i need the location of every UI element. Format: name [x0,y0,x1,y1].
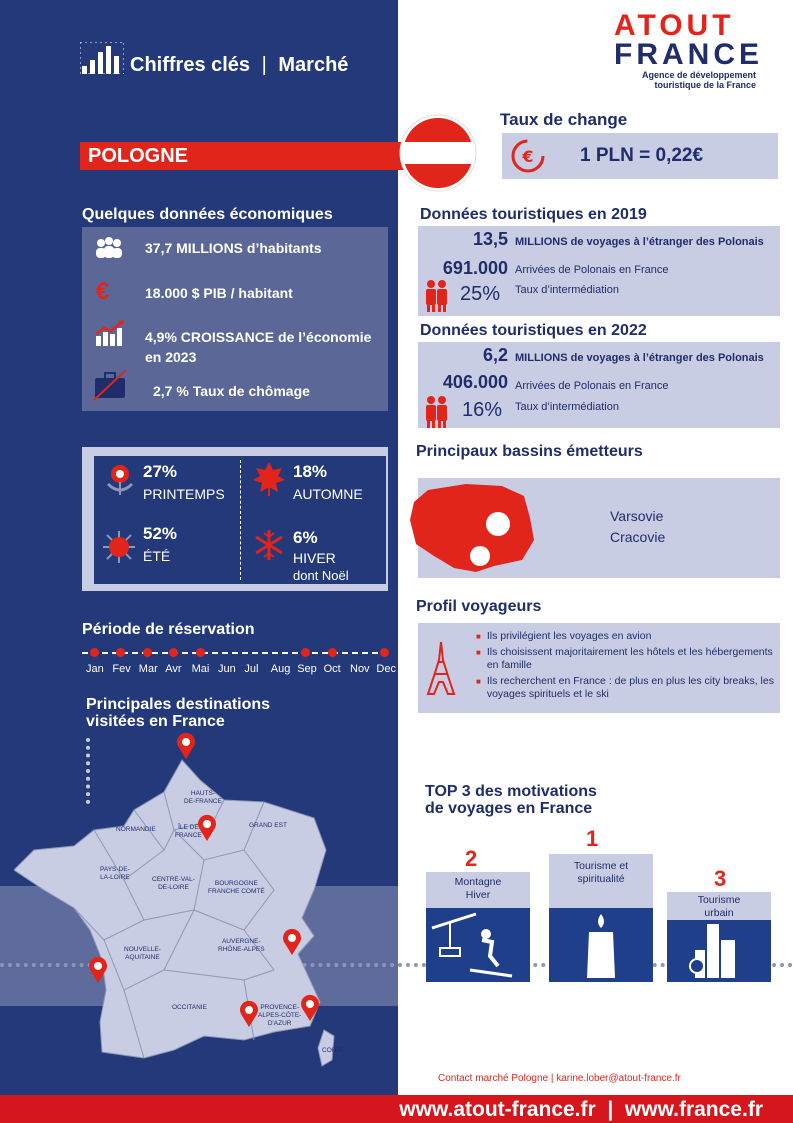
motivations-title-2: de voyages en France [425,800,593,817]
population: 37,7 MILLIONS d’habitants [145,240,322,256]
map-pin-icon [197,814,217,847]
rank-2: 2 [465,846,478,871]
region-idf-1: ÎLE DE [178,824,199,831]
region-paca [258,1004,301,1028]
booking-title: Période de réservation [82,621,255,638]
winter-sub: dont Noël [293,568,349,583]
booking-month-oct: Oct [323,663,341,675]
exchange-value: 1 PLN = 0,22€ [580,145,704,166]
unemployment: 2,7 % Taux de chômage [153,383,310,399]
winter-label: HIVER [293,550,336,566]
region-paca-1: PROVENCE- [260,1004,299,1011]
exchange-box [502,133,778,179]
intermed-2022-value: 16% [462,399,503,421]
booking-month-jun: Jun [218,663,236,675]
eiffel-tower-icon [426,640,456,701]
region-na [124,946,161,962]
map-pin-icon [88,956,108,989]
gdp: 18.000 $ PIB / habitant [145,285,293,301]
booking-month-avr: Avr [165,663,182,675]
region-idf-2: FRANCE [175,832,202,839]
trips-2022-label: MILLIONS de voyages à l’étranger des Polonais [515,352,764,364]
autumn-label: AUTOMNE [293,486,363,502]
rank-1: 1 [586,826,599,851]
spring-icon [104,462,136,501]
destinations-title-1: Principales destinations [86,696,271,713]
region-na-2: AQUITAINE [125,954,160,961]
summer-label: ÉTÉ [143,548,171,564]
booking-dot-mai [196,648,205,657]
booking-month-jan: Jan [86,663,104,675]
profile-item-text: Ils privilégient les voyages en avion [486,630,652,642]
motivations-title-1: TOP 3 des motivations [425,783,597,800]
motivation-3-label-box [667,892,771,920]
chip-separator: | [261,54,267,76]
booking-month-fev: Fev [112,663,131,675]
contact-line: Contact marché Pologne | karine.lober@atout-france.fr [438,1073,681,1084]
region-paca-2: ALPES-CÔTE- [258,1012,302,1019]
region-normandie: NORMANDIE [116,826,156,833]
growth-line2: en 2023 [145,349,197,365]
booking-timeline [82,652,388,654]
trips-2019-value: 13,5 [472,229,508,249]
logo-tag1: Agence de développement [641,70,756,80]
country-banner [80,142,410,170]
arrivals-2022-label: Arrivées de Polonais en France [515,380,669,392]
arrivals-2019-label: Arrivées de Polonais en France [515,264,669,276]
booking-month-dec: Dec [376,663,396,675]
logo-tag2: touristique de la France [654,80,756,90]
region-pdl-1: PAYS-DE- [100,866,130,873]
map-pin-icon [300,994,320,1027]
motivation-3-line2: urbain [704,907,734,919]
chip-title: Chiffres clés [130,54,251,76]
motivation-1-label-box [549,854,653,908]
region-hdf-1: HAUTS- [190,790,216,797]
city-icon [667,920,771,982]
candle-icon [549,908,653,982]
euro-exchange-icon [510,138,546,179]
country-name: POLOGNE [88,145,189,167]
region-bfc-2: FRANCHE COMTÉ [208,888,265,895]
basins-title: Principaux bassins émetteurs [416,443,643,460]
booking-dot-mar [143,648,152,657]
profile-item-text: Ils choisissent majoritairement les hôtels et les hébergements en famille [486,646,773,671]
booking-dot-oct [328,648,337,657]
profile-title: Profil voyageurs [416,598,542,615]
motivation-2-tile [426,908,530,982]
svg-text:€: € [522,147,534,166]
motivation-3-line1: Tourisme [697,894,741,906]
motivation-3-tile [667,920,771,982]
snowflake-icon [252,528,286,567]
exchange-title: Taux de change [500,110,628,129]
footer-links[interactable]: www.atout-france.fr | www.france.fr [399,1098,763,1121]
region-ara [218,938,265,954]
arrivals-2019-value: 691.000 [442,258,508,278]
basin-city-1: Varsovie [610,508,664,524]
region-hdf [184,790,222,806]
briefcase-icon [92,368,128,407]
booking-dot-jan [90,648,99,657]
profile-item: ■ Ils privilégient les voyages en avion [476,630,652,642]
region-cvl [152,876,195,892]
region-pdl-2: LA-LOIRE [100,874,130,881]
destinations-title-2: visitées en France [86,713,225,730]
tourism-2022-title: Données touristiques en 2022 [420,322,647,339]
trips-2022-value: 6,2 [482,345,508,365]
euro-icon: € [96,278,110,305]
population-icon [94,236,124,265]
region-pdl [100,866,130,882]
motivation-1-tile [549,908,653,982]
spring-pct: 27% [143,462,178,481]
intermed-2019-label: Taux d’intermédiation [515,284,619,296]
profile-item: ■ Ils choisissent majoritairement les hôtels et les hébergements en famille [476,646,776,672]
bars-icon [80,42,124,74]
motivation-2-line2: Hiver [465,889,491,901]
motivation-1-line2: spiritualité [577,873,625,885]
seasons-divider [240,460,241,580]
booking-month-mar: Mar [138,663,158,675]
travelers-icon [422,278,452,317]
map-pin-icon [239,1000,259,1033]
booking-month-aug: Aug [270,663,291,675]
region-na-1: NOUVELLE- [124,946,161,953]
intermed-2019-value: 25% [460,283,501,305]
motivation-2-line1: Montagne [454,876,502,888]
spring-label: PRINTEMPS [143,486,225,502]
region-cvl-1: CENTRE-VAL- [152,876,195,883]
arrivals-2022-value: 406.000 [442,372,508,392]
basin-city-2: Cracovie [610,529,666,545]
region-grandest: GRAND EST [249,822,287,829]
booking-month-jul: Jul [244,663,259,675]
motivation-1-line1: Tourisme et [573,860,629,872]
region-paca-3: D'AZUR [267,1020,292,1027]
tourism-2019-title: Données touristiques en 2019 [420,206,647,223]
profile-list [476,630,776,701]
region-hdf-2: DE-FRANCE [184,798,222,805]
growth-line1: 4,9% CROISSANCE de l’économie [145,329,372,345]
logo-line2: FRANCE [614,38,763,71]
booking-month-sep: Sep [297,663,317,675]
summer-pct: 52% [143,524,178,543]
region-bfc-1: BOURGOGNE [214,880,258,887]
chip-subtitle: Marché [278,54,349,76]
intermed-2022-label: Taux d’intermédiation [515,401,619,413]
logo [614,9,764,90]
booking-month-nov: Nov [350,663,370,675]
chip-heading [130,54,348,77]
profile-item-text: Ils recherchent en France : de plus en plus les city breaks, les voyages spirituels et le ski [486,675,774,700]
sun-icon [102,530,136,569]
map-pin-icon [282,928,302,961]
logo-line1: ATOUT [614,9,735,42]
region-bfc [208,880,265,896]
ski-lift-icon [426,908,530,982]
motivation-2-label-box [426,872,530,908]
map-pin-icon [176,732,196,765]
leaf-icon [252,460,286,501]
region-occitanie: OCCITANIE [172,1004,207,1011]
travelers-icon [422,394,452,433]
region-ara-2: RHÔNE-ALPES [218,946,265,953]
economy-title: Quelques données économiques [82,206,333,223]
winter-pct: 6% [293,528,318,547]
profile-item: ■ Ils recherchent en France : de plus en plus les city breaks, les voyages spirituels et le ski [476,675,776,701]
region-corse: CORSE [322,1047,346,1054]
region-cvl-2: DE-LOIRE [158,884,189,891]
trips-2019-label: MILLIONS de voyages à l’étranger des Polonais [515,236,764,248]
growth-icon [94,320,126,351]
region-ara-1: AUVERGNE- [221,938,261,945]
poland-map [406,476,546,581]
autumn-pct: 18% [293,462,328,481]
rank-3: 3 [714,866,727,891]
booking-month-mai: Mai [191,663,210,675]
flag-icon [399,114,477,192]
